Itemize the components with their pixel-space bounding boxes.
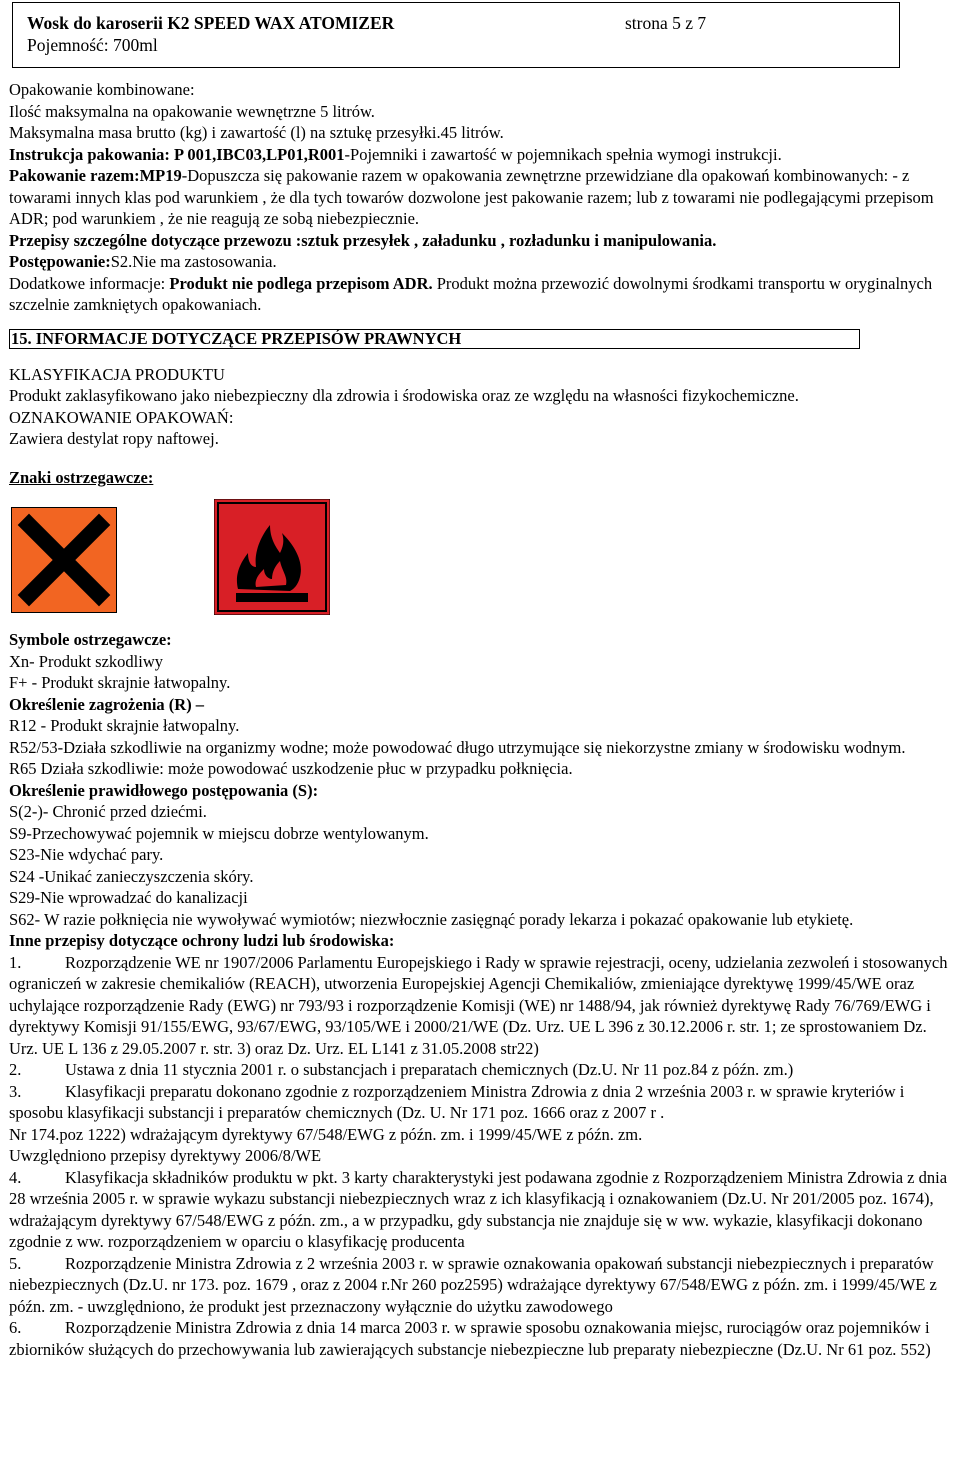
classification-text: Produkt zaklasyfikowano jako niebezpieczny dla zdrowia i środowiska oraz ze względu na własności fizykochemiczne. — [9, 386, 799, 405]
s-phrase: S9-Przechowywać pojemnik w miejscu dobrze wentylowanym. — [9, 823, 429, 843]
procedure-label: Postępowanie: — [9, 252, 111, 271]
s-phrase: S(2-)- Chronić przed dziećmi. — [9, 802, 207, 821]
regulation-text: Klasyfikacji preparatu dokonano zgodnie z rozporządzeniem Ministra Zdrowia z dnia 2 września 2003 r. w sprawie kryteriów i sposobu klasyfikacji substancji i preparatów chemicznych (Dz. U. Nr 171 poz. 1666 oraz z 2007 r . — [9, 1081, 905, 1122]
regulation-number: 3. — [9, 1081, 22, 1101]
s-phrase: S24 -Unikać zanieczyszczenia skóry. — [9, 866, 254, 886]
regulation-text: Klasyfikacja składników produktu w pkt. 3 karty charakterystyki jest podawana zgodnie z Rozporządzeniem Ministra Zdrowia z dnia 28 września 2005 r. w sprawie wykazu substancji niebezpiecznych wraz z ich klasyfikacją i oznakowaniem (Dz.U. Nr 201/2005 poz. 1674), wdrażającym dyrektywy 67/548/EWG z późn. zm., a w przypadku, gdy substancja nie znajduje się w ww. wykazie, klasyfikacji dokonano zgodnie z ww. rozporządzeniem w oparciu o klasyfikację producenta — [9, 1167, 948, 1251]
combined-title: Opakowanie kombinowane: — [9, 80, 195, 99]
s-phrases-title — [9, 780, 955, 802]
regulation-number: 1. — [9, 952, 22, 972]
labelling-title: OZNAKOWANIE OPAKOWAŃ: — [9, 407, 234, 427]
s-phrase: S23-Nie wdychać pary. — [9, 845, 164, 864]
extra-info-bold: Produkt nie podlega przepisom ADR. — [169, 273, 433, 293]
extra-info — [9, 273, 955, 316]
regulation-number: 6. — [9, 1318, 22, 1337]
regulation-text: Rozporządzenie WE nr 1907/2006 Parlamentu Europejskiego i Rady w sprawie rejestracji, oceny, udzielania zezwoleń i stosowanych ograniczeń w zakresie chemikaliów (REACH), utworzenia Europejskiej Agencji Chemikaliów, zmieniające dyrektywę 1999/45/WE oraz uchylające rozporządzenie Rady (EWG) nr 793/93 i rozporządzenie Komisji (WE) nr 1488/94, jak również dyrektywę Rady 76/769/EWG i dyrektywy Komisji 91/155/EWG, 93/67/EWG, 93/105/WE i 2000/21/WE (Dz. Urz. UE L 396 z 30.12.2006 r. str. 1; ze sprostowaniem Dz. Urz. UE L 136 z 29.05.2007 r. str. 3) oraz Dz. Urz. EL L141 z 31.05.2008 str22) — [9, 952, 948, 1058]
regulation-item: Nr 174.poz 1222) wdrażającym dyrektywy 67/548/EWG z późn. zm. i 1999/45/WE z późn. zm. — [9, 1124, 643, 1144]
classification-title: KLASYFIKACJA PRODUKTU — [9, 364, 225, 384]
special-provisions — [9, 230, 955, 252]
warning-signs-title — [9, 467, 955, 489]
s-phrase: S62- W razie połknięcia nie wywoływać wymiotów; niezwłocznie zasięgnąć porady lekarza i pokazać opakowanie lub etykietę. — [9, 909, 854, 929]
section-15-heading: 15. INFORMACJE DOTYCZĄCE PRZEPISÓW PRAWNYCH — [9, 329, 860, 349]
regulation-number: 5. — [9, 1253, 22, 1273]
symbols-title — [9, 629, 955, 651]
other-regulations-title — [9, 930, 955, 952]
mixed-packing — [9, 165, 955, 230]
product-title: Wosk do karoserii K2 SPEED WAX ATOMIZER — [27, 13, 395, 33]
r-phrase: R12 - Produkt skrajnie łatwopalny. — [9, 716, 240, 735]
procedure — [9, 251, 955, 273]
regulation-text: Ustawa z dnia 11 stycznia 2001 r. o substancjach i preparatach chemicznych (Dz.U. Nr 11 poz.84 z późn. zm.) — [65, 1060, 794, 1079]
regulation-item — [9, 1167, 955, 1253]
regulation-item — [9, 952, 955, 1060]
symbol-item: Xn- Produkt szkodliwy — [9, 651, 163, 671]
regulation-number: 4. — [9, 1167, 22, 1187]
harmful-x-icon — [11, 507, 117, 613]
regulation-item — [9, 1081, 955, 1124]
hazard-pictograms — [9, 493, 955, 623]
extra-info-label: Dodatkowe informacje: — [9, 273, 170, 293]
page-number: strona 5 z 7 — [625, 13, 707, 33]
symbols-title-text: Symbole ostrzegawcze: — [9, 630, 172, 649]
labelling-text: Zawiera destylat ropy naftowej. — [9, 429, 219, 448]
r-phrase: R65 Działa szkodliwie: może powodować uszkodzenie płuc w przypadku połknięcia. — [9, 759, 573, 778]
s-phrase: S29-Nie wprowadzać do kanalizacji — [9, 888, 248, 907]
product-capacity: Pojemność: 700ml — [27, 35, 158, 55]
r-phrases-title-text: Określenie zagrożenia (R) – — [9, 694, 205, 714]
special-provisions-text: Przepisy szczególne dotyczące przewozu :sztuk przesyłek , załadunku , rozładunku i manipulowania. — [9, 230, 717, 250]
pack-instruction-label: Instrukcja pakowania: P 001,IBC03,LP01,R001 — [9, 144, 345, 164]
flame-icon — [214, 499, 330, 615]
regulation-item — [9, 1253, 955, 1318]
warning-signs-title-text: Znaki ostrzegawcze: — [9, 467, 154, 487]
r-phrase: R52/53-Działa szkodliwie na organizmy wodne; może powodować długo utrzymujące się niekorzystne zmiany w środowisku wodnym. — [9, 737, 906, 757]
pack-instruction-text: -Pojemniki i zawartość w pojemnikach spełnia wymogi instrukcji. — [344, 144, 782, 164]
regulation-item: Uwzględniono przepisy dyrektywy 2006/8/WE — [9, 1146, 322, 1165]
r-phrases-title — [9, 694, 955, 716]
page-header — [12, 2, 900, 68]
other-regulations-title-text: Inne przepisy dotyczące ochrony ludzi lub środowiska: — [9, 931, 395, 950]
regulation-item — [9, 1059, 955, 1081]
document-body — [9, 79, 955, 1360]
max-mass: Maksymalna masa brutto (kg) i zawartość (l) na sztukę przesyłki.45 litrów. — [9, 123, 504, 142]
max-qty: Ilość maksymalna na opakowanie wewnętrzne 5 litrów. — [9, 101, 375, 121]
regulation-item — [9, 1317, 955, 1360]
mixed-packing-label: Pakowanie razem:MP19 — [9, 166, 182, 185]
mixed-packing-text: -Dopuszcza się pakowanie razem w opakowania zewnętrzne przewidziane dla opakowań kombinowanych: - z towarami innych klas pod warunkiem , że dla tych towarów dozwolone jest pakowanie razem; lub z towarami nie podlegającymi przepisom ADR; pod warunkiem , że nie reagują ze sobą niebezpiecznie. — [9, 166, 934, 228]
regulation-text: Rozporządzenie Ministra Zdrowia z 2 września 2003 r. w sprawie oznakowania opakowań substancji niebezpiecznych i preparatów niebezpiecznych (Dz.U. nr 173. poz. 1679 , oraz z 2004 r.Nr 260 poz2595) wdrażające dyrektywy 67/548/EWG z późn. zm. i 1999/45/WE z późn. zm. - uwzględniono, że produkt jest przeznaczony wyłącznie do użytku zawodowego — [9, 1253, 937, 1316]
pack-instruction — [9, 144, 955, 166]
symbol-item: F+ - Produkt skrajnie łatwopalny. — [9, 673, 231, 692]
regulation-number: 2. — [9, 1060, 22, 1079]
procedure-text: S2.Nie ma zastosowania. — [110, 252, 277, 271]
regulation-text: Rozporządzenie Ministra Zdrowia z dnia 14 marca 2003 r. w sprawie sposobu oznakowania miejsc, rurociągów oraz pojemników i zbiorników służących do przechowywania lub zawierających substancje niebezpieczne lub preparaty niebezpieczne (Dz.U. Nr 61 poz. 552) — [9, 1318, 931, 1359]
extra-info-text: Produkt można przewozić dowolnymi środkami transportu w oryginalnych szczelnie zamkniętych opakowaniach. — [9, 273, 933, 314]
s-phrases-title-text: Określenie prawidłowego postępowania (S): — [9, 780, 319, 800]
